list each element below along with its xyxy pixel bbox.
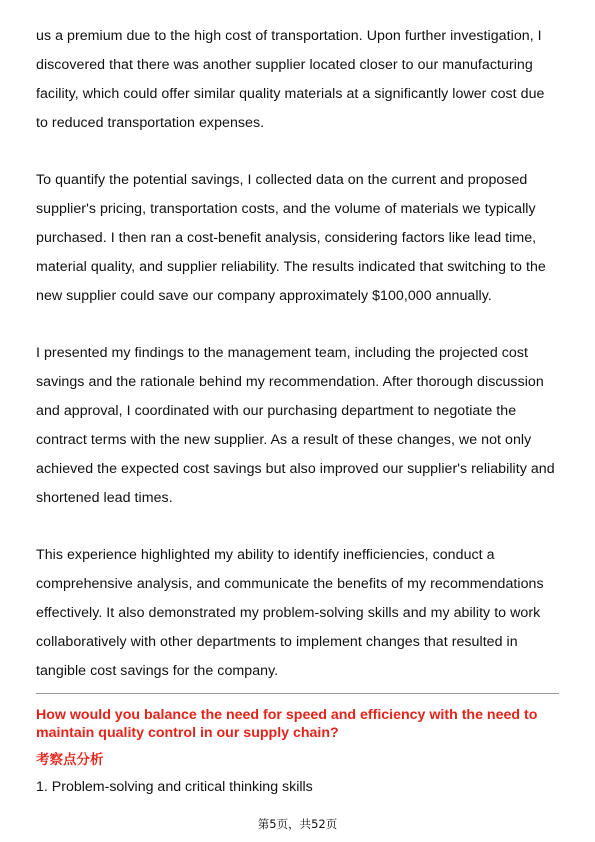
answer-paragraph-3: I presented my findings to the management team, including the projected cost savings and the rationale behind my recommendation. After thorough discussion and approval, I coordinated with our purchasing department to negotiate the contract terms with the new supplier. As a result of these changes, we not only achieved the expected cost savings but also improved our supplier's reliability and shortened lead times. <box>36 345 555 506</box>
page-footer: 第5页，共52页 <box>257 817 338 831</box>
analysis-heading: 考察点分析 <box>36 752 104 768</box>
question-heading: How would you balance the need for speed and efficiency with the need to maintain quality control in our supply chain? <box>36 707 538 741</box>
answer-body <box>36 22 559 686</box>
answer-paragraph-4: This experience highlighted my ability to identify inefficiencies, conduct a comprehensive analysis, and communicate the benefits of my recommendations effectively. It also demonstrated my problem-solving skills and my ability to work collaboratively with other departments to implement changes that resulted in tangible cost savings for the company. <box>36 547 544 679</box>
answer-paragraph-2: To quantify the potential savings, I collected data on the current and proposed supplier's pricing, transportation costs, and the volume of materials we typically purchased. I then ran a cost-benefit analysis, considering factors like lead time, material quality, and supplier reliability. The results indicated that switching to the new supplier could save our company approximately $100,000 annually. <box>36 172 546 304</box>
section-divider <box>36 693 559 694</box>
list-item: 1. Problem-solving and critical thinking skills <box>36 779 313 795</box>
answer-paragraph-1: us a premium due to the high cost of transportation. Upon further investigation, I discovered that there was another supplier located closer to our manufacturing facility, which could offer similar quality materials at a significantly lower cost due to reduced transportation expenses. <box>36 28 545 131</box>
